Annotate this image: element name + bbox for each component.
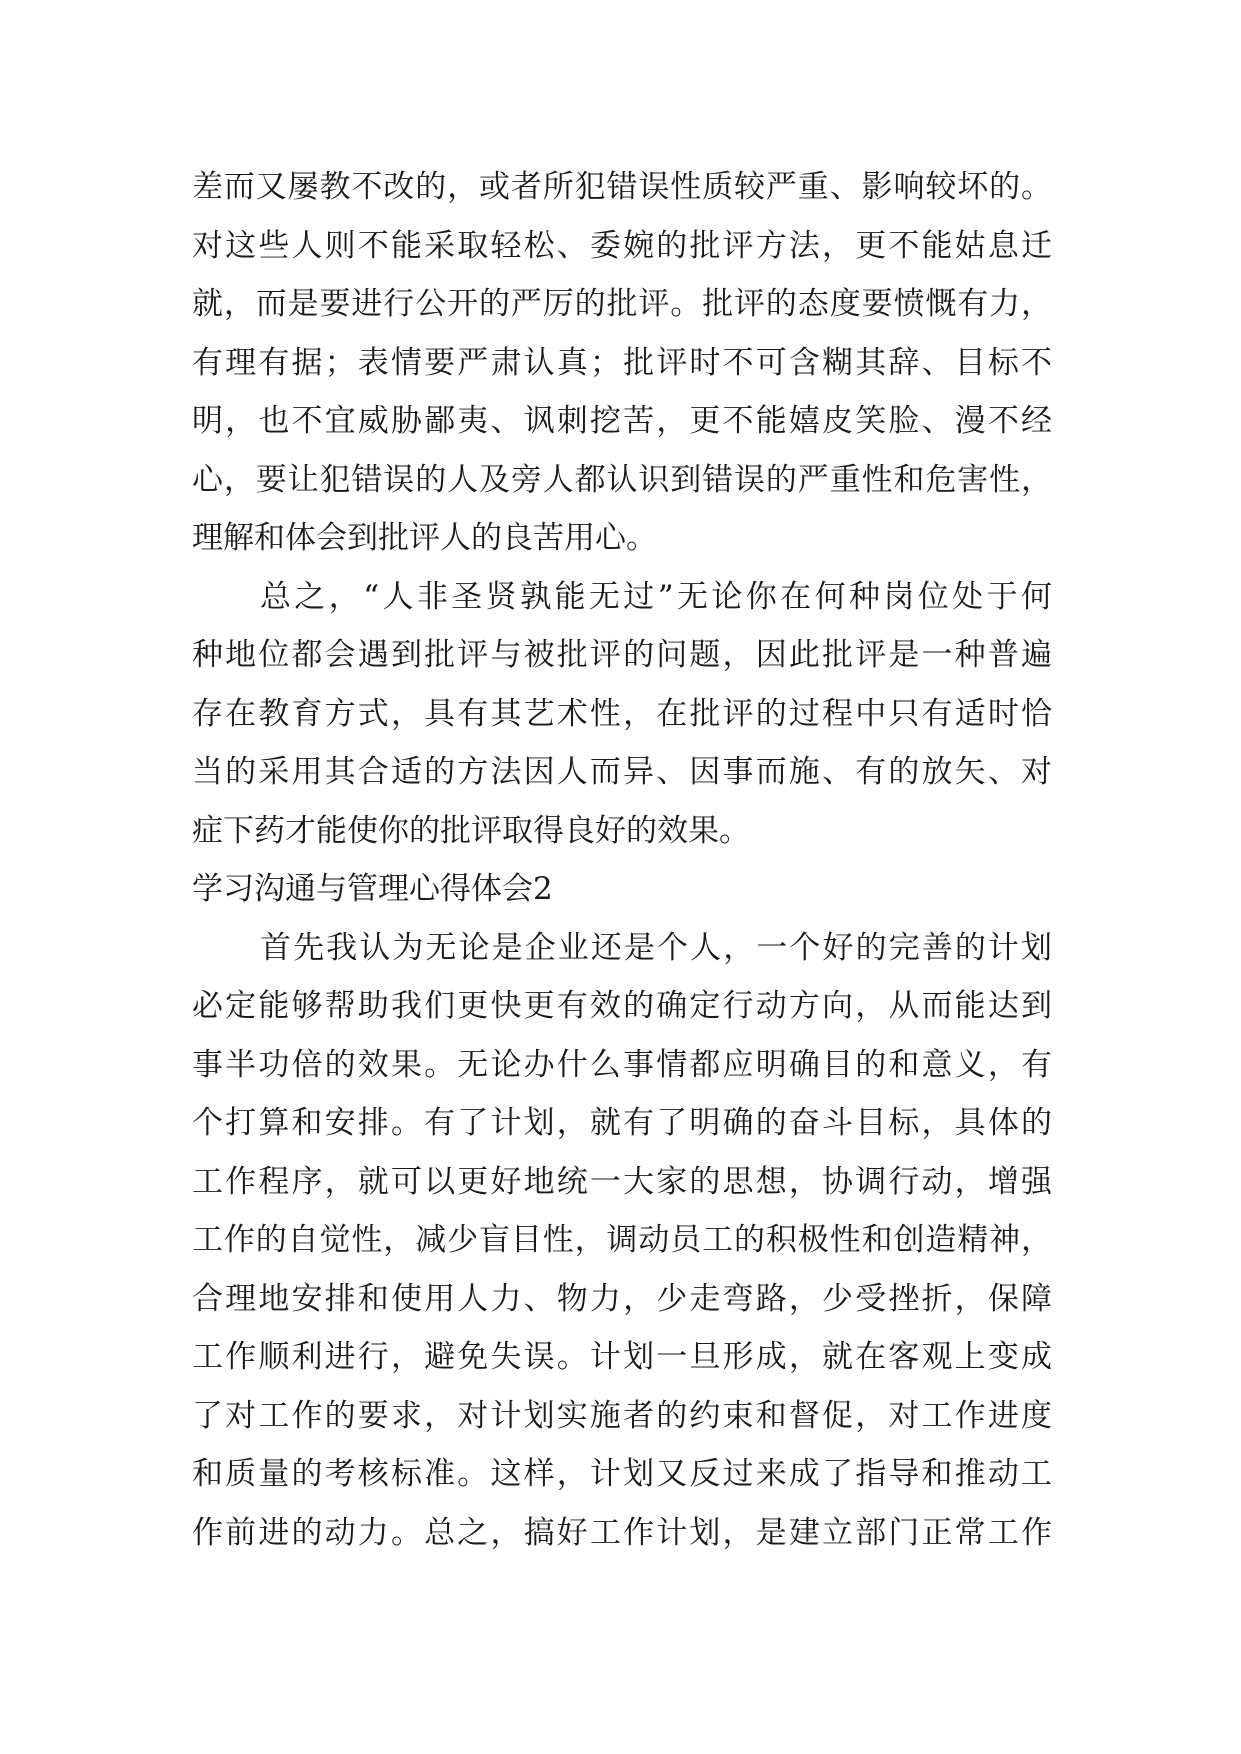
text-line: 合理地安排和使用人力、物力，少走弯路，少受挫折，保障 bbox=[192, 1280, 1052, 1317]
paragraph bbox=[192, 919, 1052, 1563]
text-line: 总之，“人非圣贤孰能无过”无论你在何种岗位处于何 bbox=[260, 578, 1052, 615]
text-line: 明，也不宜威胁鄙夷、讽刺挖苦，更不能嬉皮笑脸、漫不经 bbox=[192, 403, 1052, 439]
text-line: 种地位都会遇到批评与被批评的问题，因此批评是一种普遍 bbox=[192, 637, 1052, 673]
text-line: 首先我认为无论是企业还是个人，一个好的完善的计划 bbox=[260, 929, 1052, 966]
text-line: 和质量的考核标准。这样，计划又反过来成了指导和推动工 bbox=[192, 1456, 1052, 1492]
section-heading: 学习沟通与管理心得体会2 bbox=[192, 871, 553, 907]
text-line: 差而又屡教不改的，或者所犯错误性质较严重、影响较坏的。 bbox=[192, 169, 1052, 205]
text-line: 个打算和安排。有了计划，就有了明确的奋斗目标，具体的 bbox=[192, 1105, 1052, 1141]
paragraph bbox=[192, 568, 1052, 861]
text-line: 有理有据；表情要严肃认真；批评时不可含糊其辞、目标不 bbox=[192, 344, 1052, 381]
text-line: 心，要让犯错误的人及旁人都认识到错误的严重性和危害性， bbox=[192, 461, 1052, 498]
text-line: 必定能够帮助我们更快更有效的确定行动方向，从而能达到 bbox=[192, 988, 1052, 1024]
text-line: 理解和体会到批评人的良苦用心。 bbox=[192, 520, 657, 556]
paragraph bbox=[192, 158, 1052, 568]
text-line: 作前进的动力。总之，搞好工作计划，是建立部门正常工作 bbox=[192, 1514, 1052, 1551]
text-line: 症下药才能使你的批评取得良好的效果。 bbox=[192, 812, 750, 849]
text-line: 工作的自觉性，减少盲目性，调动员工的积极性和创造精神， bbox=[192, 1222, 1052, 1258]
text-line: 工作程序，就可以更好地统一大家的思想，协调行动，增强 bbox=[192, 1163, 1052, 1200]
text-line: 事半功倍的效果。无论办什么事情都应明确目的和意义，有 bbox=[192, 1046, 1052, 1083]
text-line: 存在教育方式，具有其艺术性，在批评的过程中只有适时恰 bbox=[192, 695, 1052, 732]
text-line: 了对工作的要求，对计划实施者的约束和督促，对工作进度 bbox=[192, 1397, 1052, 1434]
document-body bbox=[192, 158, 1052, 1562]
text-line: 当的采用其合适的方法因人而异、因事而施、有的放矢、对 bbox=[192, 754, 1052, 790]
text-line: 就，而是要进行公开的严厉的批评。批评的态度要愤慨有力， bbox=[192, 286, 1052, 322]
text-line: 工作顺利进行，避免失误。计划一旦形成，就在客观上变成 bbox=[192, 1339, 1052, 1375]
text-line: 对这些人则不能采取轻松、委婉的批评方法，更不能姑息迁 bbox=[192, 227, 1052, 264]
